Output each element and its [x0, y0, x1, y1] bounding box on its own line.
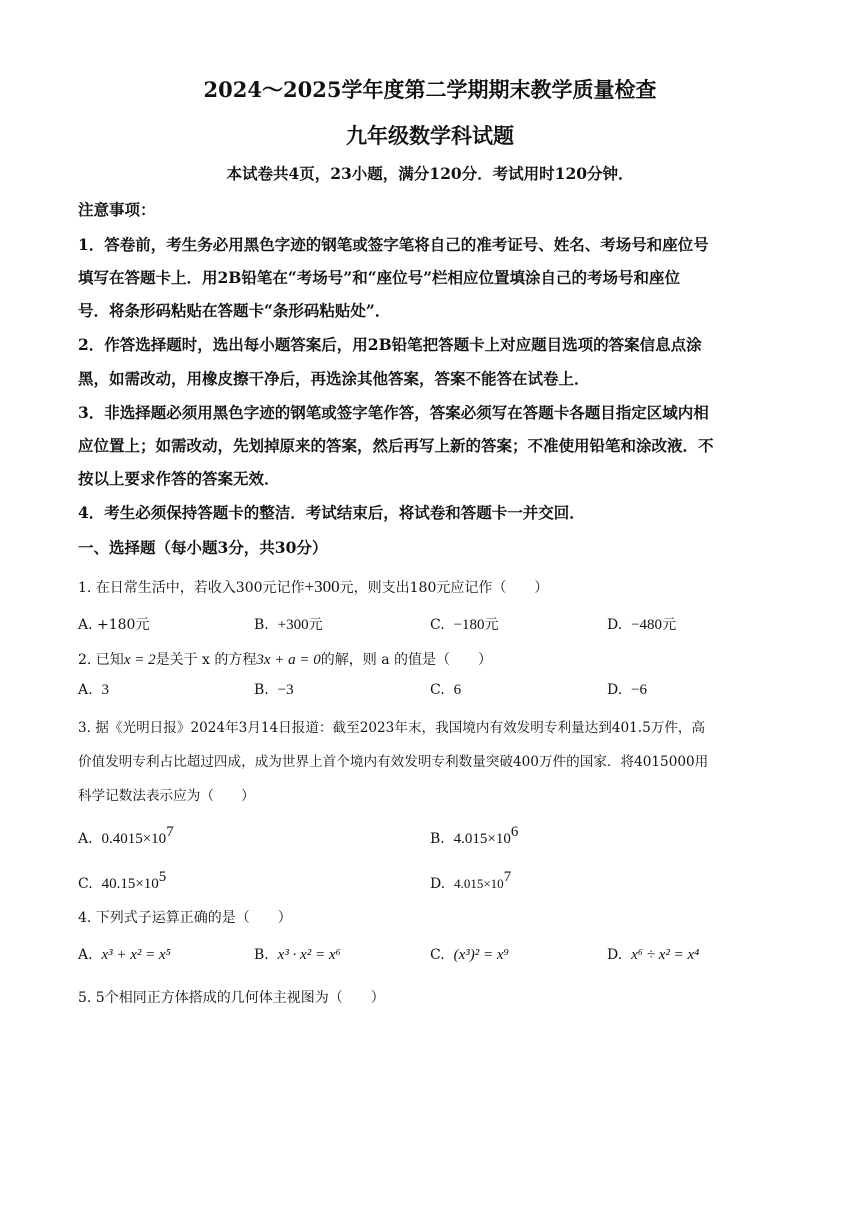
notice-line: 1．答卷前，考生务必用黑色字迹的钢笔或签字笔将自己的准考证号、姓名、考场号和座位号 — [78, 235, 709, 254]
question-2-option-a: A. 3 — [78, 682, 109, 698]
question-2-option-c: C. 6 — [430, 682, 462, 698]
question-4-option-b: B. x³ · x² = x⁶ — [254, 947, 341, 963]
question-1-stem: 1. 在日常生活中，若收入300元记作+300元，则支出180元应记作（ ） — [78, 577, 549, 596]
exam-info: 本试卷共4页，23小题，满分120分．考试用时120分钟． — [226, 164, 634, 183]
question-3-stem: 3. 据《光明日报》2024年3月14日报道：截至2023年末，我国境内有效发明专利量达到401.5万件，高 — [78, 720, 706, 736]
question-1-option-c: C. −180元 — [430, 617, 499, 633]
question-4-option-c: C. (x³)² = x⁹ — [430, 947, 509, 963]
question-4-stem: 4. 下列式子运算正确的是（ ） — [78, 910, 292, 926]
question-3-stem: 价值发明专利占比超过四成，成为世界上首个境内有效发明专利数量突破400万件的国家．将4015000用 — [78, 754, 709, 770]
notice-line: 号．将条形码粘贴在答题卡“条形码粘贴处”． — [78, 301, 391, 320]
notice-line: 应位置上；如需改动，先划掉原来的答案，然后再写上新的答案；不准使用铅笔和涂改液．不 — [78, 436, 714, 455]
question-4-option-d: D. x⁶ ÷ x² = x⁴ — [607, 947, 700, 963]
notice-heading: 注意事项： — [78, 200, 156, 219]
question-5-stem: 5. 5个相同正方体搭成的几何体主视图为（ ） — [78, 990, 385, 1006]
question-4-option-a: A. x³ + x² = x⁵ — [78, 947, 171, 963]
question-2-stem: 2. 已知x = 2是关于 x 的方程3x + a = 0的解，则 a 的值是（ ） — [78, 652, 493, 668]
question-2-option-d: D. −6 — [607, 682, 648, 698]
notice-line: 黑，如需改动，用橡皮擦干净后，再选涂其他答案，答案不能答在试卷上． — [78, 369, 590, 388]
question-3-option-c: C. $40.15\times 10^5$ — [78, 869, 167, 892]
notice-line: 填写在答题卡上．用2B铅笔在“考场号”和“座位号”栏相应位置填涂自己的考场号和座位 — [78, 268, 681, 287]
notice-line: 2．作答选择题时，选出每小题答案后，用2B铅笔把答题卡上对应题目选项的答案信息点涂 — [78, 335, 702, 354]
question-3-option-d: D. $4.015\times 10^7$ — [430, 869, 512, 892]
question-3-stem: 科学记数法表示应为（ ） — [78, 788, 255, 804]
section-heading: 一、选择题（每小题3分，共30分） — [78, 538, 328, 557]
question-1-option-a: A. +180元 — [78, 617, 150, 633]
page-title: 2024～2025学年度第二学期期末教学质量检查 — [203, 77, 657, 102]
question-3-option-b: B. $4.015\times 10^6$ — [430, 824, 519, 847]
question-3-option-a: A. $0.4015\times 10^7$ — [78, 824, 174, 847]
notice-line: 4．考生必须保持答题卡的整洁．考试结束后，将试卷和答题卡一并交回． — [78, 503, 585, 522]
notice-line: 3．非选择题必须用黑色字迹的钢笔或签字笔作答，答案必须写在答题卡各题目指定区域内相 — [78, 403, 709, 422]
question-2-option-b: B. −3 — [254, 682, 294, 698]
page-subtitle: 九年级数学科试题 — [346, 123, 514, 148]
question-1-option-b: B. +300元 — [254, 617, 323, 633]
question-1-option-d: D. −480元 — [607, 617, 677, 633]
notice-line: 按以上要求作答的答案无效． — [78, 469, 280, 488]
